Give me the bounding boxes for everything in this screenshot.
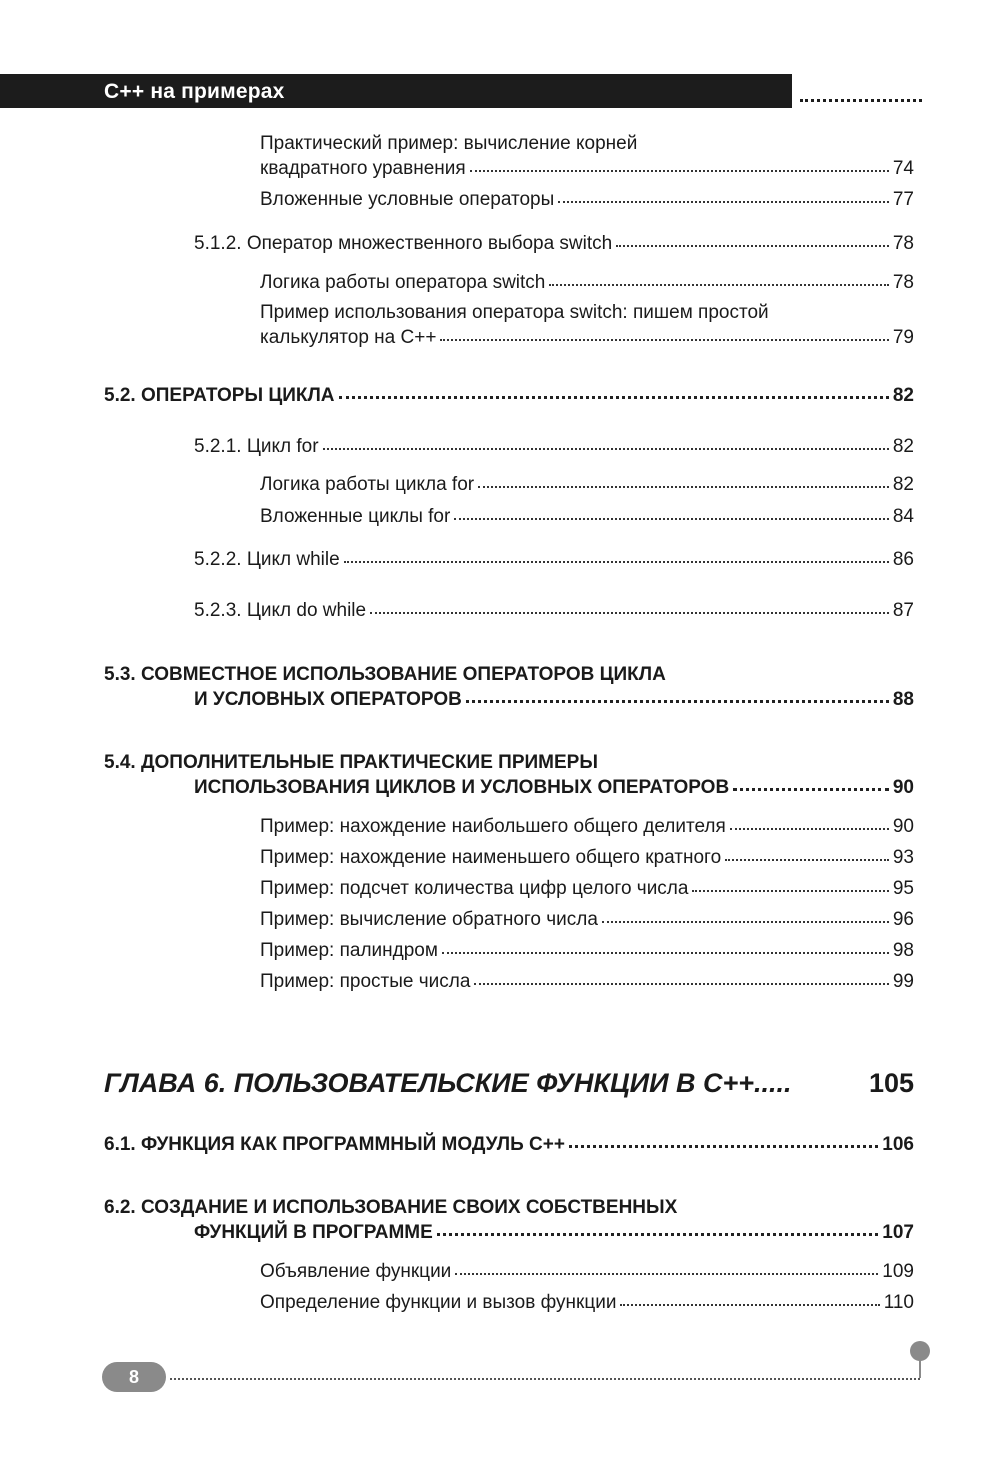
- toc-page-number: 98: [892, 940, 914, 961]
- toc-entry-title: Пример: палиндром: [260, 940, 438, 961]
- dot-leader: [558, 201, 889, 203]
- toc-section: [194, 777, 914, 799]
- toc-entry: [260, 878, 914, 900]
- toc-section-line1: 5.4. ДОПОЛНИТЕЛЬНЫЕ ПРАКТИЧЕСКИЕ ПРИМЕРЫ: [104, 752, 598, 773]
- toc-entry: [260, 272, 914, 294]
- dot-leader: [470, 170, 889, 172]
- toc-page-number: 95: [892, 878, 914, 899]
- dot-leader: [474, 983, 888, 985]
- toc-page-number: 82: [892, 474, 914, 495]
- toc-page-number: 74: [892, 158, 914, 179]
- toc-page-number: 86: [892, 549, 914, 570]
- toc-page-number: 82: [892, 385, 914, 406]
- toc-entry: [260, 158, 914, 180]
- toc-page-number: 96: [892, 909, 914, 930]
- dot-leader: [339, 396, 889, 399]
- toc-entry-title: 5.2.2. Цикл while: [194, 549, 340, 570]
- toc-entry-title: Объявление функции: [260, 1261, 452, 1282]
- toc-section-title: 5.2. ОПЕРАТОРЫ ЦИКЛА: [104, 385, 335, 406]
- toc-section: [194, 1222, 914, 1244]
- toc-page-number: 110: [883, 1292, 914, 1313]
- dot-leader: [466, 700, 889, 703]
- toc-entry-title: Вложенные циклы for: [260, 506, 451, 527]
- toc-entry-title: Вложенные условные операторы: [260, 189, 555, 210]
- toc-entry-title: квадратного уравнения: [260, 158, 466, 179]
- toc-page-number: 88: [892, 689, 914, 710]
- toc-entry-title: Пример: нахождение наименьшего общего кратного: [260, 847, 722, 868]
- dot-leader: [370, 612, 889, 614]
- toc-entry-title: Пример: нахождение наибольшего общего делителя: [260, 816, 726, 837]
- toc-entry: [260, 189, 914, 211]
- toc-page-number: 84: [892, 506, 914, 527]
- dot-leader: [437, 1233, 879, 1236]
- toc-page-number: 87: [892, 600, 914, 621]
- dot-leader: [454, 518, 889, 520]
- page-number: 8: [128, 1366, 139, 1387]
- toc-entry: [260, 816, 914, 838]
- toc-page-number: 106: [882, 1134, 914, 1155]
- toc-entry-title: 5.1.2. Оператор множественного выбора switch: [194, 233, 613, 254]
- toc-section-title: 6.1. ФУНКЦИЯ КАК ПРОГРАММНЫЙ МОДУЛЬ C++: [104, 1134, 565, 1155]
- toc-section: [104, 385, 914, 407]
- dot-leader: [323, 448, 889, 450]
- toc-entry-title: Определение функции и вызов функции: [260, 1292, 617, 1313]
- header-dotted-rule: [800, 99, 922, 102]
- toc-page-number: 99: [892, 971, 914, 992]
- toc-entry: [194, 233, 914, 255]
- toc-entry-title: калькулятор на C++: [260, 327, 437, 348]
- toc-entry-title: Пример: простые числа: [260, 971, 471, 992]
- toc-page-number: 93: [892, 847, 914, 868]
- dot-leader: [478, 486, 889, 488]
- dot-leader: [440, 339, 888, 341]
- toc-chapter-title: ГЛАВА 6. ПОЛЬЗОВАТЕЛЬСКИЕ ФУНКЦИИ В C++: [104, 1068, 755, 1098]
- toc-page-number: 109: [882, 1261, 914, 1282]
- dot-leader: [569, 1145, 878, 1148]
- dot-leader: [733, 788, 889, 791]
- toc-entry-title: Пример: подсчет количества цифр целого числа: [260, 878, 689, 899]
- toc-entry: [260, 1261, 914, 1283]
- dot-leader: [455, 1273, 878, 1275]
- toc-entry: [260, 940, 914, 962]
- toc-page-number: 78: [892, 233, 914, 254]
- footer-ornament-circle: [910, 1341, 930, 1361]
- toc-page-number: 78: [892, 272, 914, 293]
- toc-section-title: И УСЛОВНЫХ ОПЕРАТОРОВ: [194, 689, 462, 710]
- toc-entry: [260, 1292, 914, 1314]
- toc-page-number: 90: [892, 816, 914, 837]
- dot-leader: .....: [754, 1068, 792, 1098]
- toc-entry: [194, 436, 914, 458]
- toc-entry-title: 5.2.1. Цикл for: [194, 436, 319, 457]
- toc-entry-line1: Пример использования оператора switch: пишем простой: [260, 302, 769, 323]
- dot-leader: [725, 859, 889, 861]
- dot-leader: [730, 828, 889, 830]
- toc-entry: [194, 600, 914, 622]
- dot-leader: [692, 890, 888, 892]
- toc-entry-title: Логика работы оператора switch: [260, 272, 546, 293]
- toc-page-number: 90: [892, 777, 914, 798]
- running-header-title: C++ на примерах: [104, 80, 285, 103]
- toc-entry-title: Логика работы цикла for: [260, 474, 475, 495]
- dot-leader: [616, 245, 889, 247]
- toc-page-number: 107: [882, 1222, 914, 1243]
- toc-section-line1: 6.2. СОЗДАНИЕ И ИСПОЛЬЗОВАНИЕ СВОИХ СОБСТВЕННЫХ: [104, 1197, 678, 1218]
- dot-leader: [549, 284, 889, 286]
- toc-entry: [260, 474, 914, 496]
- toc-page-number: 79: [892, 327, 914, 348]
- toc-entry-title: 5.2.3. Цикл do while: [194, 600, 367, 621]
- toc-entry: [260, 909, 914, 931]
- toc-entry: [260, 847, 914, 869]
- toc-section-title: ИСПОЛЬЗОВАНИЯ ЦИКЛОВ И УСЛОВНЫХ ОПЕРАТОРОВ: [194, 777, 730, 798]
- dot-leader: [344, 561, 889, 563]
- dot-leader: [442, 952, 889, 954]
- toc-section-title: ФУНКЦИЙ В ПРОГРАММЕ: [194, 1222, 433, 1243]
- toc-entry: [194, 549, 914, 571]
- toc-entry: [260, 506, 914, 528]
- dot-leader: [620, 1304, 879, 1306]
- toc-entry-title: Пример: вычисление обратного числа: [260, 909, 598, 930]
- toc-section: [194, 689, 914, 711]
- footer-dotted-rule: [170, 1378, 920, 1380]
- toc-page-number: 77: [892, 189, 914, 210]
- toc-page-number: 105: [868, 1068, 914, 1098]
- toc-entry: [260, 327, 914, 349]
- toc-chapter: [104, 1068, 914, 1099]
- page-number-badge: [102, 1362, 166, 1392]
- toc-page-number: 82: [892, 436, 914, 457]
- toc-section-line1: 5.3. СОВМЕСТНОЕ ИСПОЛЬЗОВАНИЕ ОПЕРАТОРОВ ЦИКЛА: [104, 664, 666, 685]
- toc-section: [104, 1134, 914, 1156]
- footer-ornament-stem: [919, 1360, 921, 1378]
- toc-entry: [260, 971, 914, 993]
- toc-entry-line1: Практический пример: вычисление корней: [260, 133, 638, 154]
- dot-leader: [602, 921, 889, 923]
